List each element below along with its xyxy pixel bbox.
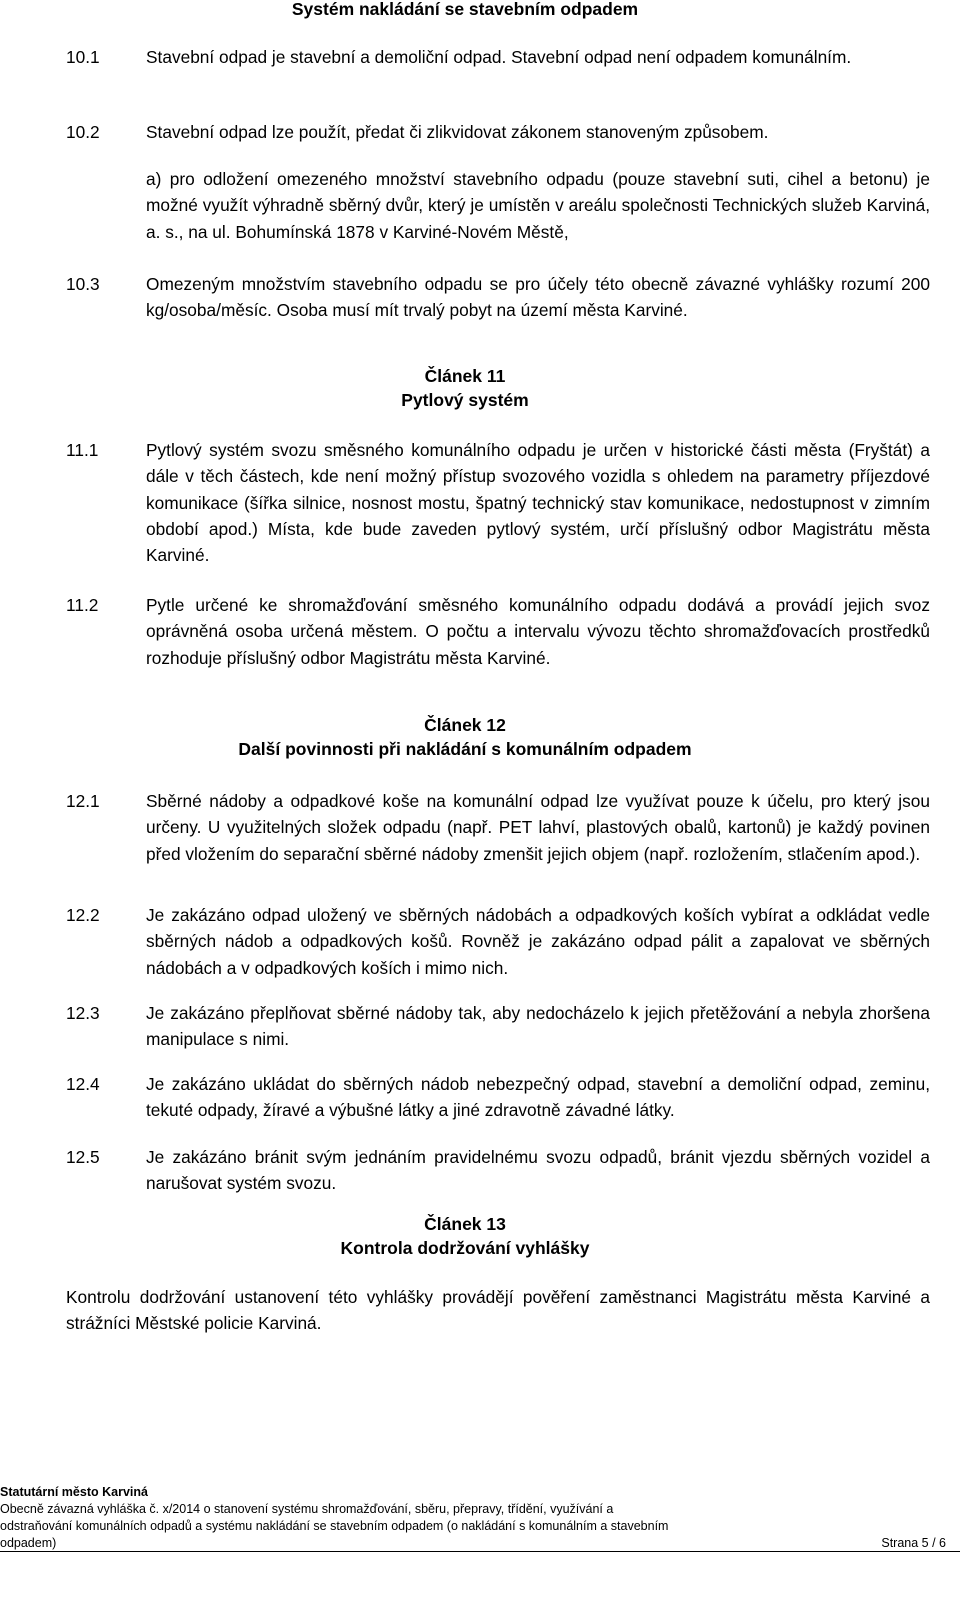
section-number-12-3: 12.3 [66,1003,100,1023]
section-text-10-2-a: a) pro odložení omezeného množství stavebního odpadu (pouze stavební suti, cihel a betonu) je možné využít výhradně sběrný dvůr, který je umístěn v areálu společnosti Technických služeb Karviná, a. s., na ul. Bohumínská 1878 v Karviné-Novém Městě, [146,169,930,242]
section-text-12-3: Je zakázáno přeplňovat sběrné nádoby tak, aby nedocházelo k jejich přetěžování a nebyla zhoršena manipulace s nimi. [146,1003,930,1050]
section-number-12-1: 12.1 [66,791,100,811]
article-11-subtitle: Pytlový systém [401,390,529,410]
article-11-title: Článek 11 [424,366,506,386]
article-12-subtitle: Další povinnosti při nakládání s komunálním odpadem [238,739,692,759]
section-text-12-1: Sběrné nádoby a odpadkové koše na komunální odpad lze využívat pouze k účelu, pro který jsou určeny. U využitelných složek odpadu (např. PET lahví, plastových obalů, kartonů) je každý povinen před vložením do separační sběrné nádoby zmenšit jejich objem (např. rozložením, stlačením apod.). [146,791,930,864]
section-number-11-1: 11.1 [66,440,99,460]
section-text-11-1: Pytlový systém svozu směsného komunálního odpadu je určen v historické části města (Fryštát) a dále v těch částech, kde není možný přístup svozového vozidla s ohledem na parametry příjezdové komunikace (šířka silnice, nosnost mostu, špatný technický stav komunikace, nedostupnost v zimním období apod.) Místa, kde bude zaveden pytlový systém, určí příslušný odbor Magistrátu města Karviné. [146,440,930,566]
section-text-10-1: Stavební odpad je stavební a demoliční odpad. Stavební odpad není odpadem komunálním. [146,47,852,67]
footer-line-1: Obecně závazná vyhláška č. x/2014 o stanovení systému shromažďování, sběru, přepravy, třídění, využívání a [0,1502,614,1516]
section-number-11-2: 11.2 [66,595,99,615]
page-number: Strana 5 / 6 [881,1536,946,1550]
section-text-10-2: Stavební odpad lze použít, předat či zlikvidovat zákonem stanoveným způsobem. [146,122,769,142]
section-number-12-4: 12.4 [66,1074,100,1094]
section-number-12-5: 12.5 [66,1147,100,1167]
footer-line-2: odstraňování komunálních odpadů a systému nakládání se stavebním odpadem (o nakládání s komunálním a stavebním [0,1519,669,1533]
section-text-12-2: Je zakázáno odpad uložený ve sběrných nádobách a odpadkových koších vybírat a odkládat vedle sběrných nádob a odpadkových košů. Rovněž je zakázáno odpad pálit a zapalovat ve sběrných nádobách a v odpadkových koších i mimo nich. [146,905,930,978]
footer-underline [0,1551,960,1552]
footer-line-3: odpadem) [0,1536,57,1550]
article-13-subtitle: Kontrola dodržování vyhlášky [340,1238,590,1258]
section-number-10-2: 10.2 [66,122,100,142]
section-text-11-2: Pytle určené ke shromažďování směsného komunálního odpadu dodává a provádí jejich svoz oprávněná osoba určená městem. O počtu a intervalu vývozu těchto shromažďovacích prostředků rozhoduje příslušný odbor Magistrátu města Karviné. [146,595,930,668]
section-text-13: Kontrolu dodržování ustanovení této vyhlášky provádějí pověření zaměstnanci Magistrátu města Karviné a strážníci Městské policie Karviná. [66,1287,930,1334]
article-12-title: Článek 12 [424,715,506,735]
section-heading: Systém nakládání se stavebním odpadem [291,0,639,19]
footer-organization: Statutární město Karviná [0,1485,148,1499]
section-text-12-4: Je zakázáno ukládat do sběrných nádob nebezpečný odpad, stavební a demoliční odpad, zeminu, tekuté odpady, žíravé a výbušné látky a jiné zdravotně závadné látky. [146,1074,930,1121]
section-number-12-2: 12.2 [66,905,100,925]
section-text-10-3: Omezeným množstvím stavebního odpadu se pro účely této obecně závazné vyhlášky rozumí 200 kg/osoba/měsíc. Osoba musí mít trvalý pobyt na území města Karviné. [146,274,930,321]
section-number-10-1: 10.1 [66,47,100,67]
article-13-title: Článek 13 [424,1214,506,1234]
section-number-10-3: 10.3 [66,274,100,294]
section-text-12-5: Je zakázáno bránit svým jednáním pravidelnému svozu odpadů, bránit vjezdu sběrných vozidel a narušovat systém svozu. [146,1147,930,1194]
